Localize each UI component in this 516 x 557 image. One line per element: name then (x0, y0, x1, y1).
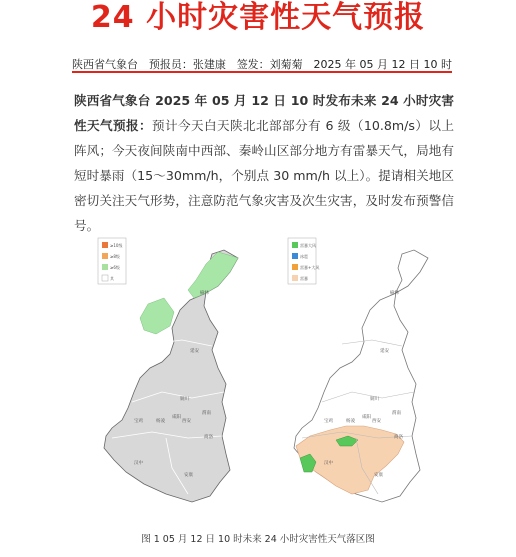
map-label: 宝鸡 (324, 419, 333, 424)
forecast-lead: 陕西省气象台 2025 年 05 月 12 日 10 时发布未来 24 小时灾害性天气预报： (74, 93, 454, 133)
left-wind-zone-west (140, 298, 174, 334)
page-title: 24 小时灾害性天气预报 (90, 0, 426, 35)
red-divider (72, 71, 452, 73)
map-label: 其 (110, 276, 114, 281)
header-meta (72, 56, 452, 72)
map-label: 延安 (380, 349, 389, 354)
map-label: 汉中 (134, 461, 143, 466)
map-label: 杨凌 (346, 419, 355, 424)
map-label: 咸阳 (362, 415, 371, 420)
map-label: 杨凌 (156, 419, 165, 424)
map-label: 宝鸡 (134, 419, 143, 424)
forecast-text: 预计今天白天陕北北部部分有 6 级（10.8m/s）以上阵风；今天夜间陕南中西部、秦岭山区部分地方有雷暴天气，局地有短时暴雨（15～30mm/h，个别点 30 mm/h 以上）。提请相关地区密切关注天气形势，注意防范气象灾害及次生灾害，及时发布预警信号。 (74, 118, 454, 233)
map-label: 冰雹 (300, 254, 308, 259)
map-label: 安康 (374, 473, 383, 478)
map-label: 商洛 (394, 435, 403, 440)
map-label: 渭南 (202, 411, 211, 416)
issuer: 陕西省气象台 (72, 58, 138, 71)
map-label: 延安 (190, 349, 199, 354)
signer: 签发：刘菊菊 (236, 58, 303, 71)
map-label: 榆林 (200, 291, 209, 296)
map-label: 西安 (372, 419, 381, 424)
map-label: 铜川 (370, 397, 379, 402)
map-label: ≥8级 (110, 254, 120, 259)
map-label: ≥6级 (110, 265, 120, 270)
left-wind-zone-north (188, 252, 238, 298)
map-label: ≥10级 (110, 243, 123, 248)
map-label: 铜川 (180, 397, 189, 402)
map-label: 雷暴大风 (300, 243, 316, 248)
map-label: 雷暴 (300, 276, 308, 281)
map-label: 咸阳 (172, 415, 181, 420)
map-label: 渭南 (392, 411, 401, 416)
map-label: 榆林 (390, 291, 399, 296)
map-label: 汉中 (324, 461, 333, 466)
map-label: 安康 (184, 473, 193, 478)
map-label: 西安 (182, 419, 191, 424)
left-map (98, 238, 238, 502)
maps-svg (92, 232, 472, 522)
issue-datetime: 2025 年 05 月 12 日 10 时 (313, 58, 452, 71)
figure-caption: 图 1 05 月 12 日 10 时未来 24 小时灾害性天气落区图 (141, 534, 375, 545)
map-label: 商洛 (204, 435, 213, 440)
map-label: 雷暴+大风 (300, 265, 320, 270)
forecaster: 预报员：张建康 (148, 58, 226, 71)
forecast-maps (92, 232, 472, 522)
forecast-paragraph (74, 88, 454, 238)
right-map (288, 238, 428, 502)
